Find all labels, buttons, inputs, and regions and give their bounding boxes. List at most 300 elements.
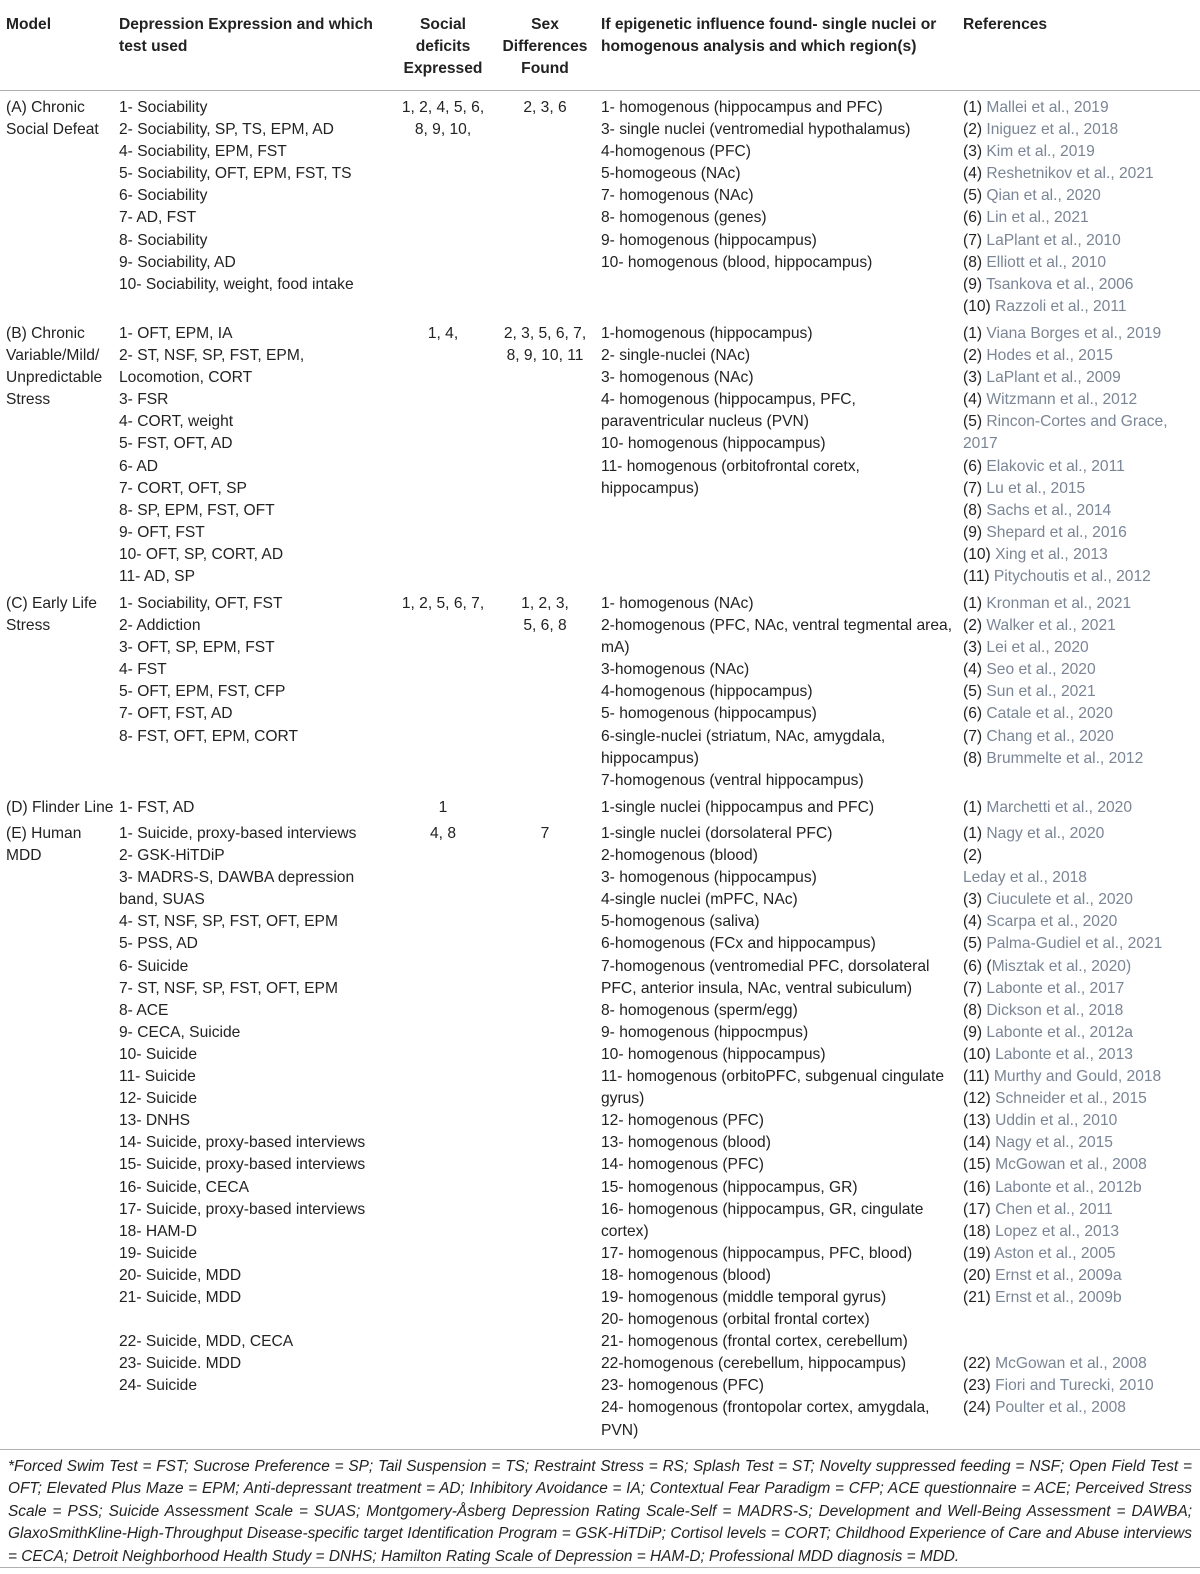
epigenetic-item: 12- homogenous (PFC) — [601, 1112, 764, 1130]
reference-citation-link[interactable]: Aston et al., 2005 — [994, 1244, 1116, 1262]
expression-item: 4- ST, NSF, SP, FST, OFT, EPM — [119, 913, 338, 931]
epigenetic-item: 7- homogenous (NAc) — [601, 187, 754, 205]
epigenetic-item: 1-homogenous (hippocampus) — [601, 325, 813, 342]
reference-item — [963, 411, 1198, 433]
expression-item: 16- Suicide, CECA — [119, 1178, 250, 1196]
reference-citation-link[interactable]: LaPlant et al., 2010 — [986, 231, 1121, 249]
reference-item — [963, 163, 1198, 185]
reference-citation-link[interactable]: Witzmann et al., 2012 — [986, 391, 1138, 409]
reference-number: (5) — [963, 187, 987, 205]
row-a-epigenetic-influence — [601, 97, 959, 274]
reference-item — [963, 703, 1198, 725]
expression-item: 4- FST — [119, 661, 167, 679]
reference-number: (6) — [963, 209, 987, 227]
reference-item — [963, 1375, 1198, 1397]
reference-citation-link[interactable]: Murthy and Gould, 2018 — [993, 1068, 1162, 1086]
expression-item: 1- Suicide, proxy-based interviews — [119, 825, 357, 842]
expression-item: 3- FSR — [119, 391, 169, 409]
reference-number: (11) — [963, 1068, 994, 1086]
reference-number: (3) — [963, 891, 987, 909]
expression-item: 11- AD, SP — [119, 568, 195, 586]
reference-citation-link[interactable]: LaPlant et al., 2009 — [986, 369, 1121, 387]
reference-number: (18) — [963, 1222, 996, 1240]
reference-citation-link[interactable]: Leday et al., 2018 — [963, 869, 1087, 887]
header-text: Social — [420, 16, 466, 33]
row-a-sex-differences — [497, 97, 593, 119]
row-c-references — [963, 593, 1198, 770]
row-e-model — [6, 823, 116, 867]
epigenetic-item: 19- homogenous (middle temporal gyrus) — [601, 1288, 887, 1306]
reference-citation-link[interactable]: Lu et al., 2015 — [986, 479, 1086, 497]
row-b-references — [963, 323, 1198, 588]
reference-citation-link[interactable]: Lei et al., 2020 — [986, 639, 1089, 657]
header-text: test used — [119, 38, 188, 56]
epigenetic-item: 9- homogenous (hippocampus) — [601, 231, 817, 249]
row-a-model — [6, 97, 116, 141]
header-text: Differences — [502, 38, 588, 56]
reference-citation-link[interactable]: Walker et al., 2021 — [986, 617, 1116, 635]
expression-item: 10- OFT, SP, CORT, AD — [119, 545, 284, 563]
expression-item: 18- HAM-D — [119, 1222, 197, 1240]
expression-item: 22- Suicide, MDD, CECA — [119, 1333, 294, 1351]
row-c-epigenetic-influence — [601, 593, 959, 792]
reference-citation-link[interactable]: Catale et al., 2020 — [986, 705, 1113, 723]
epigenetic-item: hippocampus) — [601, 479, 699, 497]
expression-item: 9- OFT, FST — [119, 523, 205, 541]
epigenetic-item: 7-homogenous (ventromedial PFC, dorsolateral — [601, 957, 930, 975]
reference-number: (6) — [963, 705, 987, 723]
reference-citation-link[interactable]: Qian et al., 2020 — [986, 187, 1101, 205]
reference-item — [963, 1397, 1198, 1419]
reference-citation-link[interactable]: Xing et al., 2013 — [995, 545, 1108, 563]
reference-citation-link[interactable]: Razzoli et al., 2011 — [995, 297, 1127, 315]
reference-item — [963, 889, 1198, 911]
sex-differences-text: 2, 3, 6 — [523, 99, 567, 116]
reference-citation-link[interactable]: Rincon-Cortes and Grace, — [986, 413, 1168, 431]
header-text: Found — [521, 60, 569, 78]
reference-number: (22) — [963, 1355, 996, 1373]
row-d-depression-expression — [119, 797, 389, 819]
reference-item — [963, 1199, 1198, 1221]
reference-item — [963, 748, 1198, 770]
social-deficits-text: 4, 8 — [429, 825, 456, 842]
reference-number: (5) — [963, 935, 987, 953]
reference-citation-link[interactable]: Labonte et al., 2017 — [986, 979, 1125, 997]
reference-number: (23) — [963, 1377, 996, 1395]
reference-number: (9) — [963, 275, 987, 293]
expression-item: 3- MADRS-S, DAWBA depression — [119, 869, 355, 887]
reference-item — [963, 207, 1198, 229]
row-c-depression-expression — [119, 593, 389, 748]
sex-differences-text: 1, 2, 3, — [521, 595, 569, 612]
reference-citation-link[interactable]: Chen et al., 2011 — [995, 1200, 1113, 1218]
expression-item: 5- Sociability, OFT, EPM, FST, TS — [119, 165, 352, 183]
reference-item — [963, 323, 1198, 345]
reference-item — [963, 456, 1198, 478]
reference-item — [963, 1331, 1198, 1353]
epigenetic-item: 1-single nuclei (hippocampus and PFC) — [601, 799, 875, 816]
expression-item: Locomotion, CORT — [119, 369, 253, 387]
reference-item — [963, 845, 1198, 867]
sex-differences-text: 5, 6, 8 — [523, 617, 567, 635]
row-b-sex-differences — [497, 323, 593, 367]
epigenetic-item: 1- homogenous (hippocampus and PFC) — [601, 99, 883, 116]
reference-item — [963, 797, 1198, 819]
reference-item — [963, 1287, 1198, 1309]
reference-item — [963, 296, 1198, 318]
row-b-epigenetic-influence — [601, 323, 959, 500]
epigenetic-item: 3- homogenous (hippocampus) — [601, 869, 817, 887]
reference-number: (7) — [963, 727, 987, 745]
reference-citation-link[interactable]: Ernst et al., 2009a — [995, 1266, 1122, 1284]
reference-citation-link[interactable]: Viana Borges et al., 2019 — [986, 325, 1162, 342]
reference-number: (7) — [963, 231, 987, 249]
epigenetic-item: 2-homogenous (blood) — [601, 847, 758, 865]
model-text: MDD — [6, 847, 42, 865]
epigenetic-item: 8- homogenous (sperm/egg) — [601, 1001, 798, 1019]
reference-number: (1) — [963, 99, 987, 116]
reference-item — [963, 274, 1198, 296]
expression-item: 23- Suicide. MDD — [119, 1355, 242, 1373]
reference-number: (8) — [963, 749, 987, 767]
reference-citation-link[interactable]: Iniguez et al., 2018 — [986, 121, 1119, 139]
header-text: Expressed — [403, 60, 483, 78]
reference-number: (1) — [963, 799, 987, 816]
row-c-model — [6, 593, 116, 637]
reference-item — [963, 566, 1198, 588]
reference-number: (1) — [963, 325, 987, 342]
expression-item: 6- Suicide — [119, 957, 189, 975]
model-text: Stress — [6, 617, 51, 635]
reference-citation-link[interactable]: Hodes et al., 2015 — [986, 347, 1113, 365]
reference-number: (2) — [963, 617, 987, 635]
epigenetic-item: hippocampus) — [601, 749, 699, 767]
reference-number: (6) ( — [963, 957, 992, 975]
reference-citation-link[interactable]: Nagy et al., 2020 — [986, 825, 1105, 842]
expression-item: 2- ST, NSF, SP, FST, EPM, — [119, 347, 305, 365]
epigenetic-item: 3-homogenous (NAc) — [601, 661, 750, 679]
reference-number: (11) — [963, 568, 994, 586]
row-a-depression-expression — [119, 97, 389, 296]
expression-item: 2- GSK-HiTDiP — [119, 847, 225, 865]
epigenetic-item: mA) — [601, 639, 630, 657]
social-deficits-text: 1, 2, 5, 6, 7, — [401, 595, 485, 612]
reference-citation-link[interactable]: Chang et al., 2020 — [986, 727, 1114, 745]
epigenetic-item: 2-homogenous (PFC, NAc, ventral tegmental area, — [601, 617, 953, 635]
row-c-sex-differences — [497, 593, 593, 637]
reference-citation-link[interactable]: Uddin et al., 2010 — [995, 1112, 1118, 1130]
epigenetic-item: 4- homogenous (hippocampus, PFC, — [601, 391, 856, 409]
reference-item — [963, 615, 1198, 637]
epigenetic-item: gyrus) — [601, 1090, 645, 1108]
expression-item: 8- Sociability — [119, 231, 208, 249]
reference-citation-link[interactable]: Shepard et al., 2016 — [986, 523, 1127, 541]
model-text: (E) Human — [6, 825, 82, 842]
header-references — [963, 14, 1198, 36]
reference-citation-link[interactable]: Nagy et al., 2015 — [995, 1134, 1113, 1152]
reference-number: (3) — [963, 369, 987, 387]
sex-differences-text: 8, 9, 10, 11 — [506, 347, 584, 365]
reference-item — [963, 726, 1198, 748]
expression-item: 7- ST, NSF, SP, FST, OFT, EPM — [119, 979, 338, 997]
reference-citation-link[interactable]: Sachs et al., 2014 — [986, 501, 1112, 519]
epigenetic-item: 24- homogenous (frontopolar cortex, amygdala, — [601, 1399, 930, 1417]
model-text: Stress — [6, 391, 51, 409]
reference-item — [963, 911, 1198, 933]
row-b-model — [6, 323, 116, 411]
epigenetic-item: 10- homogenous (hippocampus) — [601, 435, 826, 453]
expression-item: 17- Suicide, proxy-based interviews — [119, 1200, 366, 1218]
epigenetic-item: 6-single-nuclei (striatum, NAc, amygdala, — [601, 727, 886, 745]
header-text: deficits — [415, 38, 471, 56]
expression-item: 7- CORT, OFT, SP — [119, 479, 247, 497]
reference-number: (2) — [963, 347, 987, 365]
reference-citation-link[interactable]: Marchetti et al., 2020 — [986, 799, 1133, 816]
header-text: Depression Expression and which — [119, 16, 373, 33]
expression-item: 6- AD — [119, 457, 158, 475]
epigenetic-item: 13- homogenous (blood) — [601, 1134, 771, 1152]
header-text: References — [963, 16, 1048, 33]
expression-item: 8- ACE — [119, 1001, 169, 1019]
header-sex-differences — [497, 14, 593, 80]
model-text: Variable/Mild/ — [6, 347, 100, 365]
expression-item: 4- Sociability, EPM, FST — [119, 143, 287, 161]
expression-item: 1- OFT, EPM, IA — [119, 325, 233, 342]
reference-item — [963, 141, 1198, 163]
header-model — [6, 14, 116, 36]
reference-item — [963, 367, 1198, 389]
reference-citation-link[interactable]: Tsankova et al., 2006 — [986, 275, 1134, 293]
reference-item — [963, 1132, 1198, 1154]
social-deficits-text: 1 — [438, 799, 448, 816]
reference-item — [963, 185, 1198, 207]
model-text: (A) Chronic — [6, 99, 85, 116]
epigenetic-item: 17- homogenous (hippocampus, PFC, blood) — [601, 1244, 913, 1262]
reference-citation-link[interactable]: Brummelte et al., 2012 — [986, 749, 1144, 767]
reference-item — [963, 252, 1198, 274]
expression-item: 10- Sociability, weight, food intake — [119, 275, 354, 293]
social-deficits-text: 8, 9, 10, — [414, 121, 472, 139]
reference-number: (13) — [963, 1112, 996, 1130]
reference-citation-link[interactable]: Palma-Gudiel et al., 2021 — [986, 935, 1163, 953]
reference-citation-link[interactable]: Fiori and Turecki, 2010 — [995, 1377, 1154, 1395]
row-e-sex-differences — [497, 823, 593, 845]
reference-citation-link[interactable]: Lopez et al., 2013 — [995, 1222, 1120, 1240]
social-deficits-text: 1, 2, 4, 5, 6, — [401, 99, 485, 116]
row-d-references — [963, 797, 1198, 819]
header-social-deficits — [390, 14, 496, 80]
expression-item: 1- FST, AD — [119, 799, 195, 816]
reference-citation-link[interactable]: Elliott et al., 2010 — [986, 253, 1107, 271]
reference-item — [963, 593, 1198, 615]
reference-number: (19) — [963, 1244, 995, 1262]
expression-item: 4- CORT, weight — [119, 413, 234, 431]
reference-citation-link[interactable]: Scarpa et al., 2020 — [986, 913, 1118, 931]
reference-number: (2) — [963, 121, 987, 139]
model-text: Unpredictable — [6, 369, 103, 387]
reference-number: (20) — [963, 1266, 996, 1284]
reference-item — [963, 1022, 1198, 1044]
row-e-references — [963, 823, 1198, 1420]
row-e-social-deficits — [390, 823, 496, 845]
expression-item: 2- Sociability, SP, TS, EPM, AD — [119, 121, 334, 139]
epigenetic-item: 11- homogenous (orbitoPFC, subgenual cingulate — [601, 1068, 944, 1086]
expression-item: 13- DNHS — [119, 1112, 191, 1130]
reference-number: (3) — [963, 639, 987, 657]
reference-citation-link[interactable]: Reshetnikov et al., 2021 — [986, 165, 1154, 183]
expression-item: 14- Suicide, proxy-based interviews — [119, 1134, 366, 1152]
reference-citation-link[interactable]: Pitychoutis et al., 2012 — [993, 568, 1151, 586]
epigenetic-item: PFC, anterior insula, NAc, ventral subiculum) — [601, 979, 913, 997]
reference-number: (1) — [963, 595, 987, 612]
reference-item — [963, 478, 1198, 500]
row-a-social-deficits — [390, 97, 496, 141]
expression-item: 2- Addiction — [119, 617, 201, 635]
reference-citation-link[interactable]: Ciuculete et al., 2020 — [986, 891, 1133, 909]
reference-number: (7) — [963, 979, 987, 997]
epigenetic-item: 16- homogenous (hippocampus, GR, cingulate — [601, 1200, 924, 1218]
reference-number: (3) — [963, 143, 987, 161]
reference-citation-link[interactable]: Poulter et al., 2008 — [995, 1399, 1126, 1417]
reference-number: (4) — [963, 913, 987, 931]
reference-citation-link[interactable]: Kim et al., 2019 — [986, 143, 1095, 161]
reference-citation-link[interactable]: McGowan et al., 2008 — [995, 1355, 1147, 1373]
row-d-social-deficits — [390, 797, 496, 819]
reference-number: (4) — [963, 661, 987, 679]
epigenetic-item: 4-homogenous (PFC) — [601, 143, 751, 161]
model-text: (D) Flinder Line — [6, 799, 114, 816]
reference-item — [963, 1110, 1198, 1132]
reference-number: (12) — [963, 1090, 996, 1108]
reference-item — [963, 1088, 1198, 1110]
reference-citation-link[interactable]: Sun et al., 2021 — [986, 683, 1096, 701]
reference-item — [963, 389, 1198, 411]
reference-item — [963, 933, 1198, 955]
reference-number: (5) — [963, 683, 987, 701]
expression-item: 5- FST, OFT, AD — [119, 435, 233, 453]
reference-citation-link[interactable]: Ernst et al., 2009b — [995, 1288, 1122, 1306]
expression-item: 8- FST, OFT, EPM, CORT — [119, 727, 299, 745]
header-text: homogenous analysis and which region(s) — [601, 38, 917, 56]
expression-item: 20- Suicide, MDD — [119, 1266, 242, 1284]
reference-number: (7) — [963, 479, 987, 497]
reference-item — [963, 433, 1198, 455]
epigenetic-item: 8- homogenous (genes) — [601, 209, 767, 227]
expression-item: 19- Suicide — [119, 1244, 198, 1262]
epigenetic-item: 6-homogenous (FCx and hippocampus) — [601, 935, 876, 953]
header-text: Sex — [531, 16, 559, 33]
sex-differences-text: 2, 3, 5, 6, 7, — [503, 325, 587, 342]
row-d-epigenetic-influence — [601, 797, 959, 819]
reference-item — [963, 956, 1198, 978]
reference-item — [963, 637, 1198, 659]
reference-item — [963, 978, 1198, 1000]
expression-item: 5- OFT, EPM, FST, CFP — [119, 683, 286, 701]
epigenetic-item: 18- homogenous (blood) — [601, 1266, 771, 1284]
expression-item: 21- Suicide, MDD — [119, 1288, 242, 1306]
reference-citation-link[interactable]: Schneider et al., 2015 — [995, 1090, 1147, 1108]
model-text: (B) Chronic — [6, 325, 85, 342]
reference-item — [963, 1044, 1198, 1066]
reference-citation-link[interactable]: McGowan et al., 2008 — [995, 1156, 1147, 1174]
reference-citation-link[interactable]: Elakovic et al., 2011 — [986, 457, 1125, 475]
header-text: If epigenetic influence found- single nuclei or — [601, 16, 937, 33]
row-b-depression-expression — [119, 323, 389, 588]
reference-item — [963, 1243, 1198, 1265]
reference-number: (10) — [963, 297, 996, 315]
reference-item — [963, 1000, 1198, 1022]
reference-item — [963, 1309, 1198, 1331]
row-e-epigenetic-influence — [601, 823, 959, 1442]
row-b-social-deficits — [390, 323, 496, 345]
reference-citation-link[interactable]: Labonte et al., 2012a — [986, 1023, 1133, 1041]
expression-item: 12- Suicide — [119, 1090, 198, 1108]
epigenetic-item: 5-homogeous (NAc) — [601, 165, 741, 183]
epigenetic-item: 15- homogenous (hippocampus, GR) — [601, 1178, 858, 1196]
epigenetic-item: 9- homogenous (hippocmpus) — [601, 1023, 809, 1041]
epigenetic-item: PVN) — [601, 1421, 639, 1439]
reference-number: (9) — [963, 1023, 987, 1041]
epigenetic-item: 10- homogenous (blood, hippocampus) — [601, 253, 873, 271]
reference-number: (9) — [963, 523, 987, 541]
reference-citation-link[interactable]: Dickson et al., 2018 — [986, 1001, 1124, 1019]
reference-item — [963, 522, 1198, 544]
expression-item: 1- Sociability — [119, 99, 208, 116]
reference-number: (8) — [963, 1001, 987, 1019]
reference-citation-link[interactable]: Misztak et al., 2020) — [991, 957, 1132, 975]
reference-number: (5) — [963, 413, 987, 431]
expression-item: 7- AD, FST — [119, 209, 197, 227]
header-divider — [0, 90, 1200, 91]
epigenetic-item: 23- homogenous (PFC) — [601, 1377, 764, 1395]
reference-item — [963, 544, 1198, 566]
epigenetic-item: 7-homogenous (ventral hippocampus) — [601, 771, 864, 789]
epigenetic-item: 2- single-nuclei (NAc) — [601, 347, 751, 365]
header-depression-expression — [119, 14, 389, 58]
header-text: Model — [6, 16, 52, 33]
model-text: Social Defeat — [6, 121, 99, 139]
reference-number: (14) — [963, 1134, 996, 1152]
reference-number: (15) — [963, 1156, 996, 1174]
epigenetic-item: 22-homogenous (cerebellum, hippocampus) — [601, 1355, 907, 1373]
row-e-depression-expression — [119, 823, 389, 1397]
reference-item — [963, 1265, 1198, 1287]
reference-number: (8) — [963, 501, 987, 519]
reference-item — [963, 119, 1198, 141]
reference-citation-link[interactable]: Labonte et al., 2012b — [995, 1178, 1142, 1196]
reference-item — [963, 1177, 1198, 1199]
reference-item — [963, 97, 1198, 119]
epigenetic-item: 4-homogenous (hippocampus) — [601, 683, 813, 701]
social-deficits-text: 1, 4, — [427, 325, 459, 342]
expression-item: 1- Sociability, OFT, FST — [119, 595, 283, 612]
row-a-references — [963, 97, 1198, 318]
reference-item — [963, 867, 1198, 889]
reference-item — [963, 1154, 1198, 1176]
reference-citation-link[interactable]: Seo et al., 2020 — [986, 661, 1096, 679]
reference-citation-link[interactable]: Lin et al., 2021 — [986, 209, 1089, 227]
epigenetic-item: cortex) — [601, 1222, 649, 1240]
reference-number: (2) — [963, 847, 983, 865]
reference-item — [963, 500, 1198, 522]
reference-number: (6) — [963, 457, 987, 475]
reference-citation-link[interactable]: 2017 — [963, 435, 998, 453]
reference-citation-link[interactable]: Mallei et al., 2019 — [986, 99, 1109, 116]
epigenetic-item: 1- homogenous (NAc) — [601, 595, 754, 612]
reference-citation-link[interactable]: Labonte et al., 2013 — [995, 1045, 1133, 1063]
expression-item: 6- Sociability — [119, 187, 208, 205]
reference-citation-link[interactable]: Kronman et al., 2021 — [986, 595, 1132, 612]
